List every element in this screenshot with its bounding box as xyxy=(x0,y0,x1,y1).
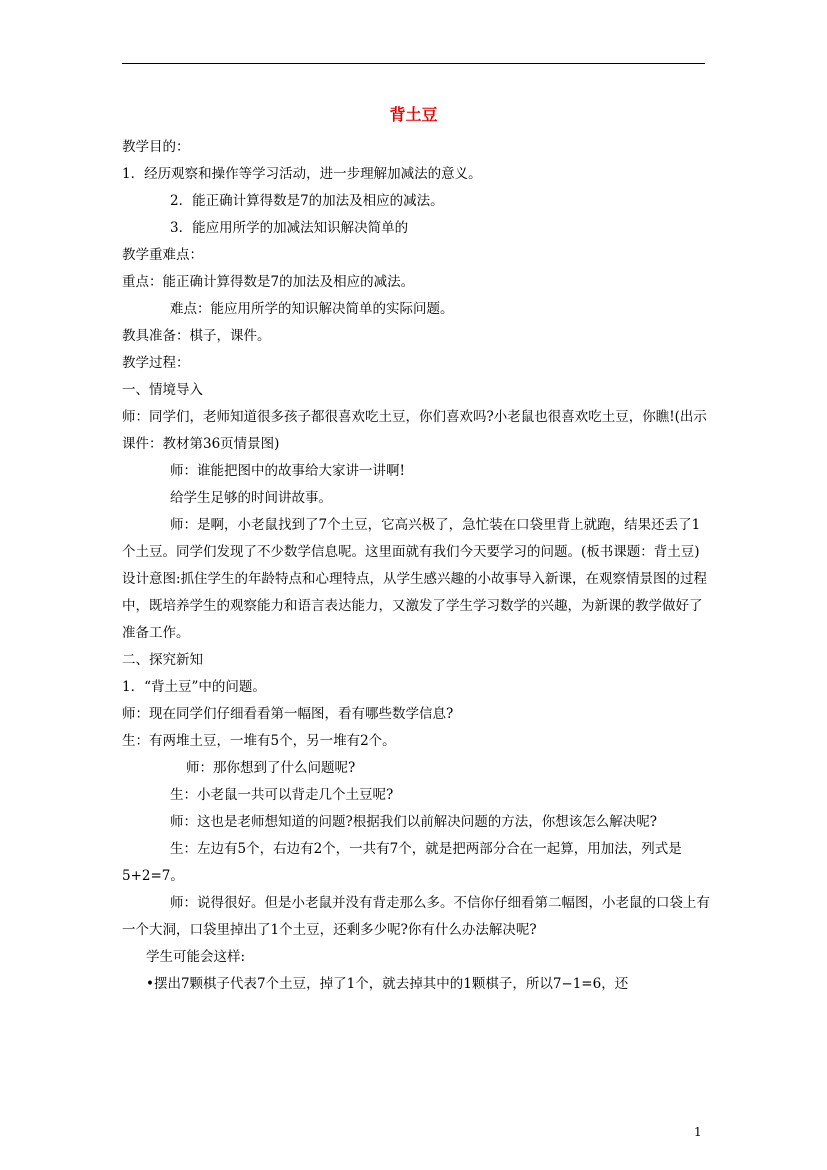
paragraph-objective-3: 3．能应用所学的加减法知识解决简单的 xyxy=(170,220,409,236)
section-heading-1: 一、情境导入 xyxy=(122,382,203,398)
paragraph-teacher-second-image: 师：说得很好。但是小老鼠并没有背走那么多。不信你仔细看第二幅图，小老鼠的口袋上有一个大洞，口袋里掉出了1个土豆，还剩多少呢?你有什么办法解决呢? xyxy=(122,895,710,938)
section-heading-2: 二、探究新知 xyxy=(122,652,203,668)
paragraph-key-point: 重点：能正确计算得数是7的加法及相应的减法。 xyxy=(122,274,415,290)
paragraph-difficulty: 难点：能应用所学的知识解决简单的实际问题。 xyxy=(170,301,454,317)
paragraph-student-two-piles: 生：有两堆土豆，一堆有5个，另一堆有2个。 xyxy=(122,733,396,749)
paragraph-student-time: 给学生足够的时间讲故事。 xyxy=(170,490,332,506)
paragraph-teacher-story: 师：谁能把图中的故事给大家讲一讲啊! xyxy=(170,463,405,479)
paragraph-student-question: 生：小老鼠一共可以背走几个土豆呢? xyxy=(170,787,394,803)
paragraph-student-possibilities: 学生可能会这样: xyxy=(146,949,246,965)
paragraph-teacher-question: 师：那你想到了什么问题呢? xyxy=(186,760,356,776)
paragraph-design-intent: 设计意图:抓住学生的年龄特点和心理特点，从学生感兴趣的小故事导入新课，在观察情景图的过程中，既培养学生的观察能力和语言表达能力，又激发了学生学习数学的兴趣，为新课的教学做好了准备工作。 xyxy=(122,571,708,641)
page-number: 1 xyxy=(694,1125,702,1139)
paragraph-process-heading: 教学过程： xyxy=(122,355,190,371)
paragraph-objective-1: 1．经历观察和操作等学习活动，进一步理解加减法的意义。 xyxy=(122,166,482,182)
header-rule xyxy=(122,63,705,64)
paragraph-key-points-heading: 教学重难点： xyxy=(122,247,203,263)
paragraph-teacher-method: 师：这也是老师想知道的问题?根据我们以前解决问题的方法，你想该怎么解决呢? xyxy=(170,814,657,830)
paragraph-teacher-summary: 师：是啊，小老鼠找到了7个土豆，它高兴极了，急忙装在口袋里背上就跑，结果还丢了1个土豆。同学们发现了不少数学信息呢。这里面就有我们今天要学习的问题。(板书课题：背土豆) xyxy=(122,517,701,560)
paragraph-materials: 教具准备：棋子，课件。 xyxy=(122,328,271,344)
document-body xyxy=(122,134,712,998)
paragraph-objectives-heading: 教学目的： xyxy=(122,139,190,155)
paragraph-student-addition: 生：左边有5个，右边有2个，一共有7个，就是把两部分合在一起算，用加法，列式是5+2=7。 xyxy=(122,841,682,884)
paragraph-objective-2: 2．能正确计算得数是7的加法及相应的减法。 xyxy=(170,193,444,209)
document-title: 背土豆 xyxy=(389,105,438,124)
paragraph-teacher-look: 师：现在同学们仔细看看第一幅图，看有哪些数学信息? xyxy=(122,706,454,722)
paragraph-problem-title: 1．“背土豆”中的问题。 xyxy=(122,679,266,695)
paragraph-teacher-intro: 师：同学们，老师知道很多孩子都很喜欢吃土豆，你们喜欢吗?小老鼠也很喜欢吃土豆，你瞧!(出示课件：教材第36页情景图) xyxy=(122,409,707,452)
paragraph-bullet-chess-pieces: •摆出7颗棋子代表7个土豆，掉了1个，就去掉其中的1颗棋子，所以7−1=6，还 xyxy=(146,976,629,992)
